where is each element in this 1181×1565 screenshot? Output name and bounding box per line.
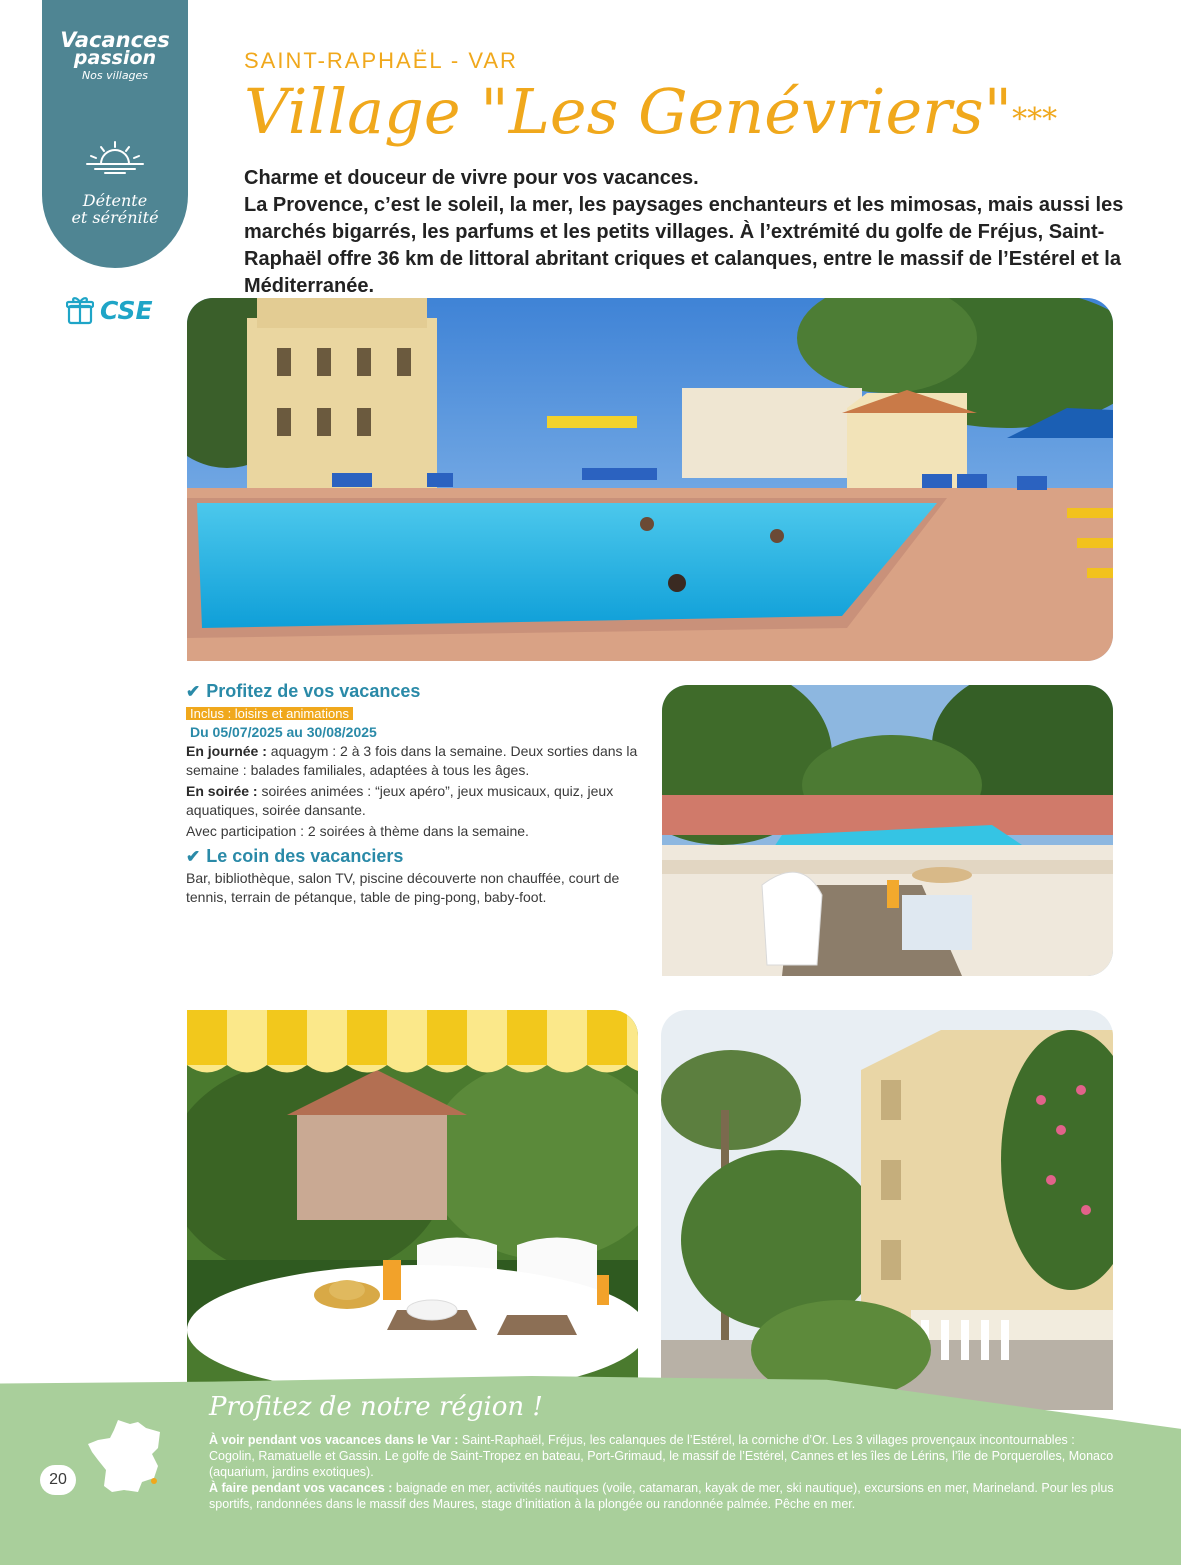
terrace-photo <box>662 685 1113 976</box>
brand-badge <box>42 0 188 268</box>
voir-text: Saint-Raphaël, Fréjus, les calanques de l’Estérel, la corniche d’Or. Les 3 villages provençaux incontournables : Cogolin, Ramatuelle et Gassin. Le golfe de Saint-Tropez en bateau, Port-Grimaud, le massif de l’Estérel, Cannes et les îles de Lérins, l’île de Porquerolles, Monaco (aquarium, jardins exotiques). <box>209 1433 1114 1479</box>
check-icon: ✔ <box>186 847 201 866</box>
journee-label: En journée : <box>186 743 267 759</box>
cse-label: CSE <box>100 295 153 325</box>
participation-text: Avec participation : 2 soirées à thème dans la semaine. <box>186 823 529 839</box>
region-title: Profitez de notre région ! <box>209 1392 543 1422</box>
vacances-heading <box>186 682 646 701</box>
check-icon: ✔ <box>186 682 201 701</box>
intro-text <box>244 165 1124 300</box>
brand-line1: Vacances <box>60 28 170 52</box>
vacances-title: Profitez de vos vacances <box>206 681 421 701</box>
theme-line1: Détente <box>82 191 148 210</box>
france-map-icon <box>88 1418 166 1498</box>
coin-title: Le coin des vacanciers <box>206 846 404 866</box>
season-dates: Du 05/07/2025 au 30/08/2025 <box>190 724 377 740</box>
faire-paragraph <box>209 1480 1119 1512</box>
journee-paragraph <box>186 742 646 780</box>
soiree-label: En soirée : <box>186 783 258 799</box>
faire-label: À faire pendant vos vacances : <box>209 1481 393 1495</box>
intro-line1: Charme et douceur de vivre pour vos vacances. <box>244 167 699 189</box>
gift-icon <box>66 295 94 325</box>
location-heading: SAINT-RAPHAËL - VAR <box>244 48 518 73</box>
table-photo <box>187 1010 638 1410</box>
voir-paragraph <box>209 1432 1119 1480</box>
page-title <box>244 72 1057 152</box>
coin-heading <box>186 847 646 866</box>
brand-logo <box>42 30 188 82</box>
cse-tag <box>66 295 153 325</box>
region-text <box>209 1432 1119 1512</box>
sun-icon <box>85 138 145 174</box>
brand-line3: Nos villages <box>81 69 149 82</box>
journee-text: aquagym : 2 à 3 fois dans la semaine. Deux sorties dans la semaine : balades familiales, adaptées à tous les âges. <box>186 743 638 778</box>
page-number: 20 <box>40 1465 76 1495</box>
soiree-paragraph <box>186 782 646 820</box>
soiree-text: soirées animées : “jeux apéro”, jeux musicaux, quiz, jeux aquatiques, soirée dansante. <box>186 783 614 818</box>
villa-photo <box>661 1010 1113 1410</box>
brand-line2: passion <box>73 47 157 69</box>
theme-line2: et sérénité <box>71 208 159 227</box>
voir-label: À voir pendant vos vacances dans le Var : <box>209 1433 459 1447</box>
theme-label <box>42 192 188 226</box>
intro-line2: La Provence, c’est le soleil, la mer, les paysages enchanteurs et les mimosas, mais aussi les marchés bigarrés, les parfums et les petits villages. À l’extrémité du golfe de Fréjus, Saint-Raphaël offre 36 km de littoral abritant criques et calanques, entre le massif de l’Estérel et la Méditerranée. <box>244 194 1124 297</box>
title-text: Village "Les Genévriers" <box>244 75 1013 148</box>
faire-text: baignade en mer, activités nautiques (voile, catamaran, kayak de mer, ski nautique), excursions en mer, Marineland. Pour les plus sportifs, randonnées dans le massif des Maures, stage d’initiation à la plongée ou randonnée palmée. Pêche en mer. <box>209 1481 1114 1511</box>
coin-text: Bar, bibliothèque, salon TV, piscine découverte non chauffée, court de tennis, terrain de pétanque, table de ping-pong, baby-foot. <box>186 870 620 905</box>
inclus-badge: Inclus : loisirs et animations <box>186 707 353 720</box>
pool-photo <box>187 298 1113 661</box>
activities-section <box>186 682 646 909</box>
rating-stars: *** <box>1012 102 1058 137</box>
